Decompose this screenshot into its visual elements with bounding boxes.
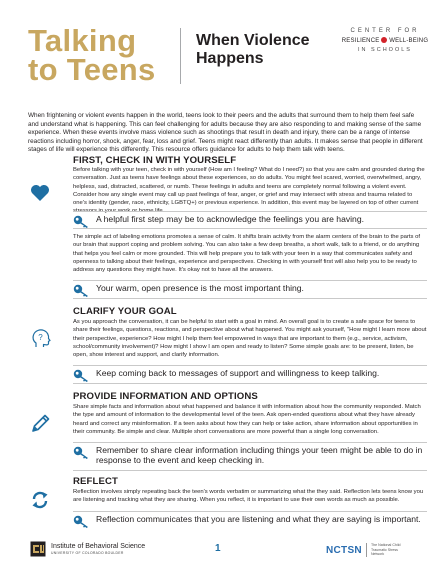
divider bbox=[73, 470, 427, 471]
section-title: REFLECT bbox=[73, 476, 118, 487]
divider bbox=[73, 211, 427, 212]
key-icon bbox=[73, 215, 90, 228]
question-head-icon bbox=[30, 327, 52, 354]
subtitle-line-1: When Violence bbox=[196, 32, 310, 49]
tip-text: Reflection communicates that you are listening and what they are saying is important. bbox=[96, 514, 421, 524]
divider bbox=[73, 365, 427, 366]
heart-icon bbox=[30, 184, 50, 207]
logo-word-resilience: RESILIENCE bbox=[341, 38, 380, 44]
cu-logo-icon bbox=[30, 541, 46, 557]
tip bbox=[73, 368, 427, 382]
key-icon bbox=[73, 515, 90, 528]
nctsn-acronym: NCTSN bbox=[326, 544, 362, 556]
footer-institute-logo bbox=[30, 541, 145, 557]
divider bbox=[73, 228, 427, 229]
key-icon bbox=[73, 446, 90, 459]
section-body: As you approach the conversation, it can be helpful to start with a goal in mind. An overall goal is to create a safe space for teens to share their feelings, questions, reactions, and perspective about what happened. You might ask yourself, "How might I learn more about their perspective, experience? How might I help them feel empowered in ways that are important to them (e.g., service, activism, school/community involvement)? How might I show I am open and ready to listen? Some simple goals are: to be present, listen, be open, show interest and support, and clarify information. bbox=[73, 319, 427, 359]
nctsn-logo bbox=[326, 543, 411, 557]
title-line-2: to Teens bbox=[28, 52, 156, 87]
section-title: PROVIDE INFORMATION AND OPTIONS bbox=[73, 391, 258, 402]
divider bbox=[73, 442, 427, 443]
section-title: CLARIFY YOUR GOAL bbox=[73, 306, 177, 317]
logo-line-1: CENTER FOR bbox=[350, 28, 420, 34]
tip-text: Remember to share clear information including things your teen might be able to do in response to the event and keep checking in. bbox=[96, 445, 423, 465]
key-icon bbox=[73, 369, 90, 382]
nctsn-full-name: The National Child Traumatic Stress Network bbox=[370, 543, 401, 557]
title-line-1: Talking bbox=[28, 23, 137, 58]
key-icon bbox=[73, 284, 90, 297]
tip bbox=[73, 445, 427, 465]
tip bbox=[73, 283, 427, 297]
section-body: Reflection involves simply repeating back the teen's words verbatim or summarizing what the they said. Reflection lets teens know you are listening and tracking what they are sharing. When you reflect, it is important to use their own words as much as possible. bbox=[73, 489, 424, 504]
section-body: The simple act of labeling emotions promotes a sense of calm. It shifts brain activity from the alarm centers of the brain to the parts of our brain that support coping and problem solving. You can also take a few deep breaths, a short walk, talk to a friend, or do anything that helps you feel calm or more grounded. This will help prepare you to talk with your teen in a way that communicates safety and openness to talking about their feelings, experience and perspectives. Checking in with yourself first will also help you to be ready to address any questions they might have. It's okay not to have all the answers. bbox=[73, 234, 421, 274]
center-logo bbox=[332, 28, 438, 53]
tip-text: Your warm, open presence is the most important thing. bbox=[96, 283, 304, 293]
tip-text: Keep coming back to messages of support and willingness to keep talking. bbox=[96, 368, 380, 378]
logo-dot-icon bbox=[381, 37, 387, 43]
divider bbox=[73, 298, 427, 299]
tip-text: A helpful first step may be to acknowledge the feelings you are having. bbox=[96, 214, 365, 224]
intro-paragraph: When frightening or violent events happen in the world, teens look to their peers and the adults that surround them to help them feel safe and understand what is happening. This can feel challenging for adults because they are also responding to and making sense of the same experience. When these events involve mass violence such as shootings that result in death and injury, there can be a range of intense reactions including horror, shock, anger, fear, loss and grief. Teens might react differently than adults. It makes sense that people in different stages of life will experience this differently. This resource offers guidance for adults to help them talk with teens. bbox=[28, 112, 423, 154]
refresh-arrows-icon bbox=[30, 490, 50, 515]
section-title: FIRST, CHECK IN WITH YOURSELF bbox=[73, 155, 237, 166]
tip bbox=[73, 514, 427, 528]
page-number: 1 bbox=[215, 543, 221, 554]
divider bbox=[73, 280, 427, 281]
nctsn-separator bbox=[366, 543, 367, 557]
subtitle-line-2: Happens bbox=[196, 50, 264, 67]
logo-line-2 bbox=[332, 37, 438, 44]
tip bbox=[73, 214, 427, 228]
logo-word-wellbeing: WELL-BEING bbox=[389, 38, 429, 44]
section-body: Share simple facts and information about what happened and balance it with information about how the community responded. Match the type and amount of information to the developmental level of the teen. Ask open-ended questions about what they have already heard and correct any misinformation. If a teen asks about how they can help or take action, share information about opportunities in their community. Be simple and clear. Multiple short conversations are more powerful than a single long conversation. bbox=[73, 404, 421, 435]
document-subtitle bbox=[196, 32, 316, 68]
section-body: Before talking with your teen, check in with yourself (How am I feeling? What do I need?) so that you are calm and grounded during the conversation. Just as teens have feelings about these experiences, so do adults. You might feel scared, worried, overwhelmed, angry, helpless, sad, distracted, scattered, or numb. These feelings in adults and teens are completely normal following a violent event. Consider how any single event may call up past feelings of fear, anger, or grief and may intersect with stress and trauma related to one's identity (gender, race, ethnicity, LGBTQ+) or previous experience. In addition, this event may be layered on top of other current bbox=[73, 167, 425, 207]
svg-text:?: ? bbox=[38, 332, 43, 342]
document-title bbox=[28, 23, 178, 87]
pencil-icon bbox=[30, 412, 52, 439]
divider bbox=[73, 511, 427, 512]
institute-name: Institute of Behavioral Science bbox=[51, 543, 146, 550]
university-name: UNIVERSITY OF COLORADO BOULDER bbox=[51, 551, 124, 555]
header-divider bbox=[180, 28, 181, 84]
divider bbox=[73, 383, 427, 384]
logo-line-3: IN SCHOOLS bbox=[358, 47, 412, 53]
